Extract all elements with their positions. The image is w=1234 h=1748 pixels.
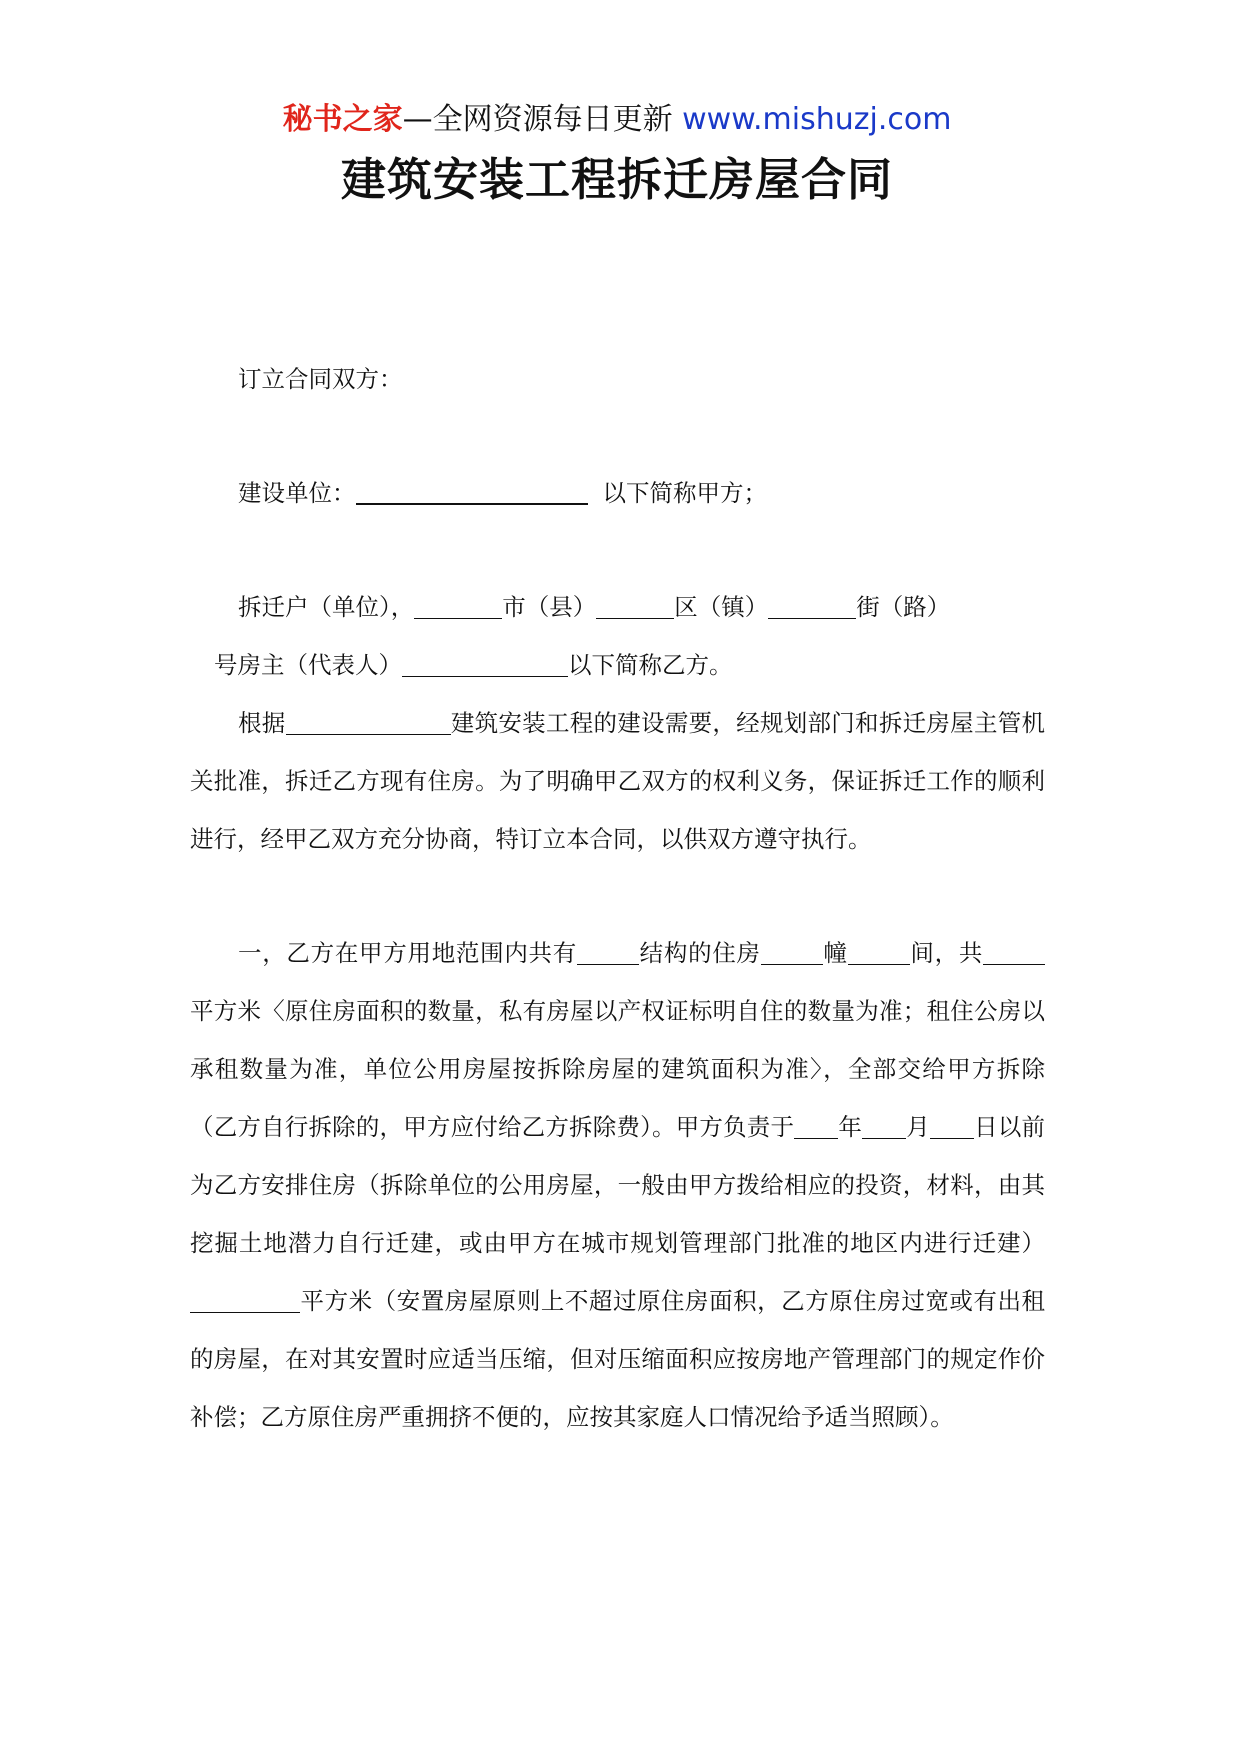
party-a-blank bbox=[356, 479, 588, 505]
owner-blank bbox=[402, 652, 568, 677]
brand-name: 秘书之家 bbox=[282, 102, 403, 137]
housing-area-blank bbox=[190, 1288, 300, 1313]
city-blank bbox=[414, 594, 502, 619]
party-a-suffix: 以下简称甲方； bbox=[602, 479, 767, 507]
party-b-text-d: 街（路） bbox=[856, 593, 951, 621]
site-header bbox=[0, 100, 1234, 140]
project-blank bbox=[286, 710, 451, 735]
structure-blank bbox=[577, 940, 639, 965]
preamble-paragraph bbox=[190, 694, 1045, 868]
document-body bbox=[190, 350, 1045, 1446]
clause-1-text-9: 平方米（安置房屋原则上不超过原住房面积，乙方原住房过宽或有出租的房屋，在对其安置时应适当压缩，但对压缩面积应按房地产管理部门的规定作价补偿；乙方原住房严重拥挤不便的，应按其家庭人口情况给予适当照顾）。 bbox=[190, 1287, 1045, 1431]
clause-1-text-3: 幢 bbox=[822, 939, 848, 967]
party-b-text-b: 市（县） bbox=[502, 593, 597, 621]
clause-1-text-8: 日以前为乙方安排住房（拆除单位的公用房屋，一般由甲方拨给相应的投资，材料，由其挖掘土地潜力自行迁建，或由甲方在城市规划管理部门批准的地区内进行迁建） bbox=[190, 1113, 1046, 1257]
clause-1-text-2: 结构的住房 bbox=[638, 939, 761, 967]
preamble-text-b: 建筑安装工程的建设需要，经规划部门和拆迁房屋主管机关批准，拆迁乙方现有住房。为了明确甲乙双方的权利义务，保证拆迁工作的顺利进行，经甲乙双方充分协商，特订立本合同，以供双方遵守执行。 bbox=[190, 709, 1046, 853]
document-title: 建筑安装工程拆迁房屋合同 bbox=[340, 153, 893, 206]
preamble-text-a: 根据 bbox=[238, 709, 286, 737]
clause-1-text-7: 月 bbox=[906, 1113, 930, 1141]
month-blank bbox=[862, 1114, 906, 1139]
street-blank bbox=[768, 594, 856, 619]
room-count-blank bbox=[848, 940, 910, 965]
party-a-line bbox=[190, 464, 1045, 522]
party-b-text-e: 号房主（代表人） bbox=[214, 651, 402, 679]
clause-1-text-6: 年 bbox=[838, 1113, 863, 1141]
clause-1-text-5: 平方米〈原住房面积的数量，私有房屋以产权证标明自住的数量为准；租住公房以承租数量为准，单位公用房屋按拆除房屋的建筑面积为准〉，全部交给甲方拆除（乙方自行拆除的，甲方应付给乙方拆除费）。甲方负责于 bbox=[190, 997, 1045, 1141]
site-slogan: —全网资源每日更新 bbox=[402, 102, 673, 137]
building-count-blank bbox=[761, 940, 823, 965]
clause-1-paragraph bbox=[190, 924, 1045, 1446]
party-a-label: 建设单位： bbox=[238, 479, 356, 507]
party-b-text-f: 以下简称乙方。 bbox=[568, 651, 733, 679]
party-b-text-c: 区（镇） bbox=[674, 593, 769, 621]
party-b-text-a: 拆迁户（单位）， bbox=[238, 593, 415, 621]
year-blank bbox=[794, 1114, 838, 1139]
clause-1-text-1: 一，乙方在甲方用地范围内共有 bbox=[238, 939, 577, 967]
area-blank bbox=[983, 940, 1045, 965]
site-url[interactable]: www.mishuzj.com bbox=[682, 102, 952, 137]
district-blank bbox=[596, 594, 674, 619]
clause-1-text-4: 间，共 bbox=[909, 939, 984, 967]
day-blank bbox=[930, 1114, 974, 1139]
parties-intro: 订立合同双方： bbox=[238, 365, 403, 393]
party-b-line-1 bbox=[190, 578, 1045, 636]
party-b-line-2 bbox=[190, 636, 1045, 694]
